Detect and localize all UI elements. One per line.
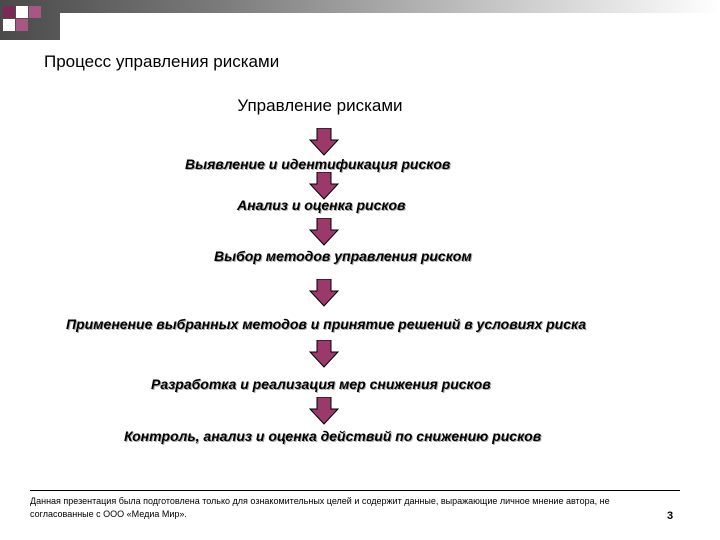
accent-square — [3, 19, 15, 31]
footer-divider — [30, 490, 680, 491]
down-arrow-icon — [309, 279, 339, 307]
accent-square — [3, 6, 15, 18]
step-mitigation: Разработка и реализация мер снижения рисков — [151, 376, 491, 392]
step-control: Контроль, анализ и оценка действий по снижению рисков — [124, 428, 542, 444]
step-application: Применение выбранных методов и принятие решений в условиях риска — [66, 316, 587, 332]
down-arrow-icon — [309, 340, 339, 368]
down-arrow-icon — [309, 397, 339, 425]
slide-title: Процесс управления рисками — [44, 52, 280, 71]
down-arrow-icon — [309, 128, 339, 156]
step-identification: Выявление и идентификация рисков — [185, 156, 451, 172]
down-arrow-icon — [309, 172, 339, 200]
accent-square — [16, 19, 28, 31]
flow-title: Управление рисками — [237, 96, 403, 115]
footer-disclaimer: Данная презентация была подготовлена только для ознакомительных целей и содержит данные, выражающие личное мнение автора, не согласованные с ООО «Медиа Мир». — [30, 496, 610, 519]
accent-square — [16, 6, 28, 18]
page-number: 3 — [667, 510, 674, 522]
accent-square — [29, 6, 41, 18]
step-method-selection: Выбор методов управления риском — [214, 248, 472, 264]
step-analysis: Анализ и оценка рисков — [237, 197, 406, 213]
down-arrow-icon — [309, 218, 339, 246]
top-decorative-bar — [0, 0, 720, 40]
